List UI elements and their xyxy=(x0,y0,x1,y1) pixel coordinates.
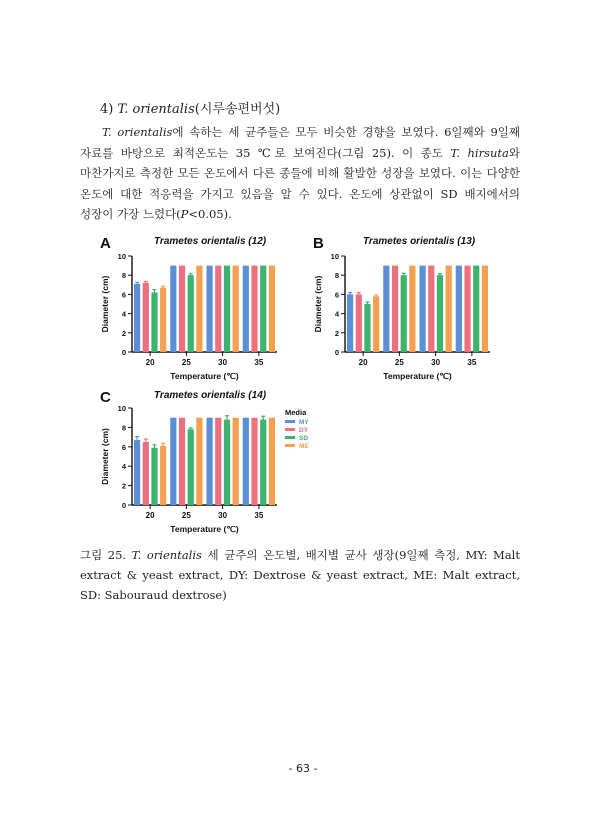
para-p-symbol: P xyxy=(180,207,189,221)
y-tick-label: 0 xyxy=(121,501,126,510)
panel-letter: C xyxy=(100,389,111,406)
x-tick-label: 35 xyxy=(254,511,264,520)
y-tick-label: 2 xyxy=(121,481,126,491)
bar-sd-30 xyxy=(224,266,230,352)
y-tick-label: 10 xyxy=(117,404,126,413)
legend-label-my: MY xyxy=(299,419,309,426)
bar-my-35 xyxy=(243,266,249,352)
bar-me-35 xyxy=(269,266,275,352)
body-paragraph xyxy=(80,122,520,225)
bar-my-20 xyxy=(134,440,140,505)
figure-caption xyxy=(80,545,520,605)
y-tick-label: 4 xyxy=(121,309,126,319)
y-tick-label: 8 xyxy=(334,271,339,281)
bar-dy-25 xyxy=(392,266,398,352)
bar-my-30 xyxy=(419,266,425,352)
bar-sd-25 xyxy=(188,429,194,505)
bar-dy-20 xyxy=(356,294,362,352)
chart-title: Trametes orientalis (14) xyxy=(154,390,267,401)
y-tick-label: 2 xyxy=(121,328,126,338)
y-tick-label: 4 xyxy=(121,462,126,472)
bar-sd-35 xyxy=(260,266,266,352)
x-tick-label: 35 xyxy=(254,358,264,367)
y-axis-label: Diameter (cm) xyxy=(100,428,110,485)
chart-panel-b xyxy=(305,226,515,386)
y-tick-label: 8 xyxy=(121,423,126,433)
x-tick-label: 20 xyxy=(358,358,368,367)
chart-panel-c xyxy=(92,380,342,538)
bar-sd-35 xyxy=(473,266,479,352)
bar-sd-25 xyxy=(401,275,407,352)
y-tick-label: 0 xyxy=(121,348,126,357)
x-tick-label: 35 xyxy=(467,358,477,367)
bar-dy-35 xyxy=(251,266,257,352)
bar-my-25 xyxy=(383,266,389,352)
panel-letter: B xyxy=(313,235,324,252)
y-tick-label: 4 xyxy=(334,309,339,319)
bar-my-25 xyxy=(170,418,176,505)
bar-dy-35 xyxy=(251,418,257,505)
y-tick-label: 10 xyxy=(330,252,339,261)
para-species-2: T. hirsuta xyxy=(450,145,509,160)
bar-me-30 xyxy=(446,266,452,352)
legend-label-sd: SD xyxy=(299,435,309,442)
bar-me-20 xyxy=(160,288,166,352)
chart-title: Trametes orientalis (13) xyxy=(363,236,476,247)
chart-panel-a xyxy=(92,226,302,386)
legend-swatch-sd xyxy=(285,436,295,439)
bar-sd-20 xyxy=(151,292,157,352)
bar-me-35 xyxy=(482,266,488,352)
bar-me-30 xyxy=(233,418,239,505)
y-tick-label: 2 xyxy=(334,328,339,338)
bar-my-35 xyxy=(243,418,249,505)
y-tick-label: 6 xyxy=(334,290,339,300)
y-tick-label: 10 xyxy=(117,252,126,261)
caption-text: 세 균주의 온도별, 배지별 균사 생장(9일째 측정, MY: Malt extract & yeast extract, DY: Dextrose & yeast extract, ME: Malt extract, SD: Sabouraud dextrose) xyxy=(80,548,520,602)
y-tick-label: 8 xyxy=(121,271,126,281)
y-tick-label: 0 xyxy=(334,348,339,357)
heading-species: T. orientalis xyxy=(117,102,195,117)
page-number: - 63 - xyxy=(288,762,318,775)
para-text-3: <0.05). xyxy=(188,207,232,221)
bar-sd-30 xyxy=(224,420,230,505)
bar-dy-30 xyxy=(215,266,221,352)
bar-me-25 xyxy=(196,266,202,352)
para-text-1: 에 속하는 세 균주들은 모두 비슷한 경향을 보였다. 6일째와 9일째 자료를 바탕으로 최적온도는 35 ℃로 보여진다(그림 25). 이 종도 xyxy=(80,125,520,160)
heading-korean: (시루송편버섯) xyxy=(194,102,281,117)
x-tick-label: 30 xyxy=(431,358,441,367)
bar-me-20 xyxy=(160,446,166,505)
bar-dy-25 xyxy=(179,418,185,505)
x-tick-label: 30 xyxy=(218,511,228,520)
heading-number: 4) xyxy=(100,102,114,117)
x-axis-label: Temperature (℃) xyxy=(170,371,239,381)
y-tick-label: 6 xyxy=(121,290,126,300)
section-heading xyxy=(100,98,280,117)
bar-sd-30 xyxy=(437,275,443,352)
y-axis-label: Diameter (cm) xyxy=(100,275,110,333)
legend-swatch-my xyxy=(285,420,295,423)
bar-my-25 xyxy=(170,266,176,352)
x-tick-label: 25 xyxy=(394,358,404,367)
para-species-1: T. orientalis xyxy=(102,125,173,139)
bar-dy-25 xyxy=(179,266,185,352)
bar-me-30 xyxy=(233,266,239,352)
legend-swatch-dy xyxy=(285,428,295,431)
x-tick-label: 25 xyxy=(181,511,191,520)
bar-dy-35 xyxy=(464,266,470,352)
chart-title: Trametes orientalis (12) xyxy=(154,236,267,247)
caption-species: T. orientalis xyxy=(131,548,202,562)
bar-dy-30 xyxy=(428,266,434,352)
caption-label: 그림 25. xyxy=(80,548,132,562)
y-tick-label: 6 xyxy=(121,442,126,452)
x-tick-label: 25 xyxy=(181,358,191,367)
bar-my-30 xyxy=(206,266,212,352)
panel-letter: A xyxy=(100,235,111,252)
bar-sd-20 xyxy=(364,304,370,352)
x-axis-label: Temperature (℃) xyxy=(170,524,239,534)
bar-me-25 xyxy=(409,266,415,352)
x-tick-label: 30 xyxy=(218,358,228,367)
bar-sd-25 xyxy=(188,275,194,352)
x-tick-label: 20 xyxy=(145,511,155,520)
legend-swatch-me xyxy=(285,444,295,447)
bar-sd-35 xyxy=(260,420,266,505)
bar-my-20 xyxy=(134,284,140,352)
bar-my-35 xyxy=(456,266,462,352)
bar-dy-20 xyxy=(143,442,149,505)
legend-label-dy: DY xyxy=(299,427,309,434)
bar-my-20 xyxy=(347,294,353,352)
bar-dy-20 xyxy=(143,283,149,352)
x-axis-label: Temperature (℃) xyxy=(383,371,452,381)
bar-my-30 xyxy=(206,418,212,505)
bar-me-25 xyxy=(196,418,202,505)
x-tick-label: 20 xyxy=(145,358,155,367)
bar-dy-30 xyxy=(215,418,221,505)
y-axis-label: Diameter (cm) xyxy=(313,275,323,333)
bar-sd-20 xyxy=(151,448,157,505)
legend-title: Media xyxy=(285,408,307,417)
legend-label-me: ME xyxy=(299,443,309,450)
para-text-2: 와 마찬가지로 측정한 모든 온도에서 다른 종들에 비해 활발한 성장을 보였다. 이는 다양한 온도에 대한 적응력을 가지고 있음을 알 수 있다. 온도에 상관없이 SD 배지에서의 성장이 가장 느렸다( xyxy=(80,145,520,221)
bar-me-35 xyxy=(269,418,275,505)
bar-me-20 xyxy=(373,296,379,352)
